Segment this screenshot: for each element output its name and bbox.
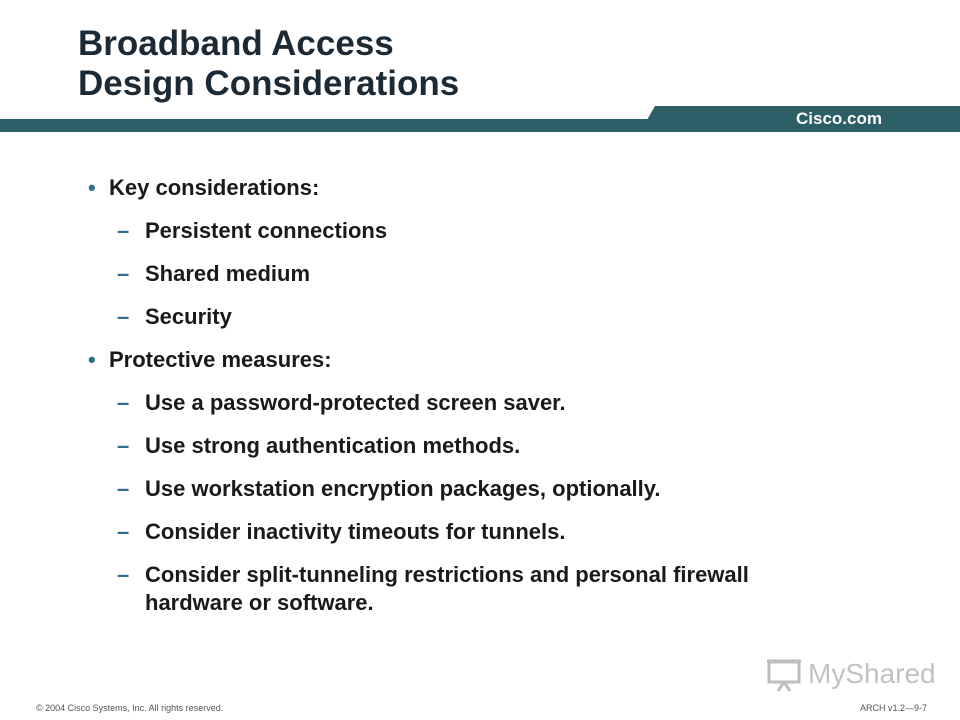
slide-content — [88, 174, 848, 617]
subitem-shared-medium — [88, 260, 848, 288]
subitem-workstation-encryption — [88, 475, 848, 503]
subitem-split-tunneling — [88, 561, 848, 617]
subitem-text: Use workstation encryption packages, optionally. — [145, 476, 661, 501]
watermark-text: MyShared — [808, 658, 936, 689]
subitem-text: Consider inactivity timeouts for tunnels. — [145, 519, 566, 544]
bullet-key-considerations — [88, 174, 848, 202]
subitem-persistent-connections — [88, 217, 848, 245]
banner-strip-left — [0, 119, 660, 132]
bullet-dot: • — [88, 347, 96, 372]
slide-title — [78, 24, 459, 104]
sub-dash: – — [117, 261, 130, 286]
footer-copyright: © 2004 Cisco Systems, Inc. All rights reserved. — [36, 703, 224, 713]
subitem-text: Persistent connections — [145, 218, 388, 243]
sub-dash: – — [117, 218, 130, 243]
subitem-text: Shared medium — [145, 261, 311, 286]
cisco-brand-label: Cisco.com — [796, 109, 882, 128]
slide-title-line-1: Broadband Access — [78, 24, 394, 63]
bullet-label: Key considerations: — [109, 175, 320, 200]
sub-dash: – — [117, 562, 130, 587]
bullet-label: Protective measures: — [109, 347, 332, 372]
subitem-text: Consider split-tunneling restrictions and personal firewall hardware or software. — [145, 562, 749, 615]
bullet-protective-measures — [88, 346, 848, 374]
bullet-dot: • — [88, 175, 96, 200]
subitem-strong-authentication — [88, 432, 848, 460]
presentation-screen-icon — [766, 658, 804, 692]
slide-title-line-2: Design Considerations — [78, 64, 460, 103]
sub-dash: – — [117, 476, 130, 501]
footer-slide-id: ARCH v1.2—9-7 — [860, 703, 928, 713]
sub-dash: – — [117, 433, 130, 458]
subitem-inactivity-timeouts — [88, 518, 848, 546]
sub-dash: – — [117, 519, 130, 544]
subitem-text: Use a password-protected screen saver. — [145, 390, 566, 415]
subitem-password-screen-saver — [88, 389, 848, 417]
sub-dash: – — [117, 304, 130, 329]
subitem-text: Use strong authentication methods. — [145, 433, 521, 458]
subitem-security — [88, 303, 848, 331]
sub-dash: – — [117, 390, 130, 415]
subitem-text: Security — [145, 304, 232, 329]
